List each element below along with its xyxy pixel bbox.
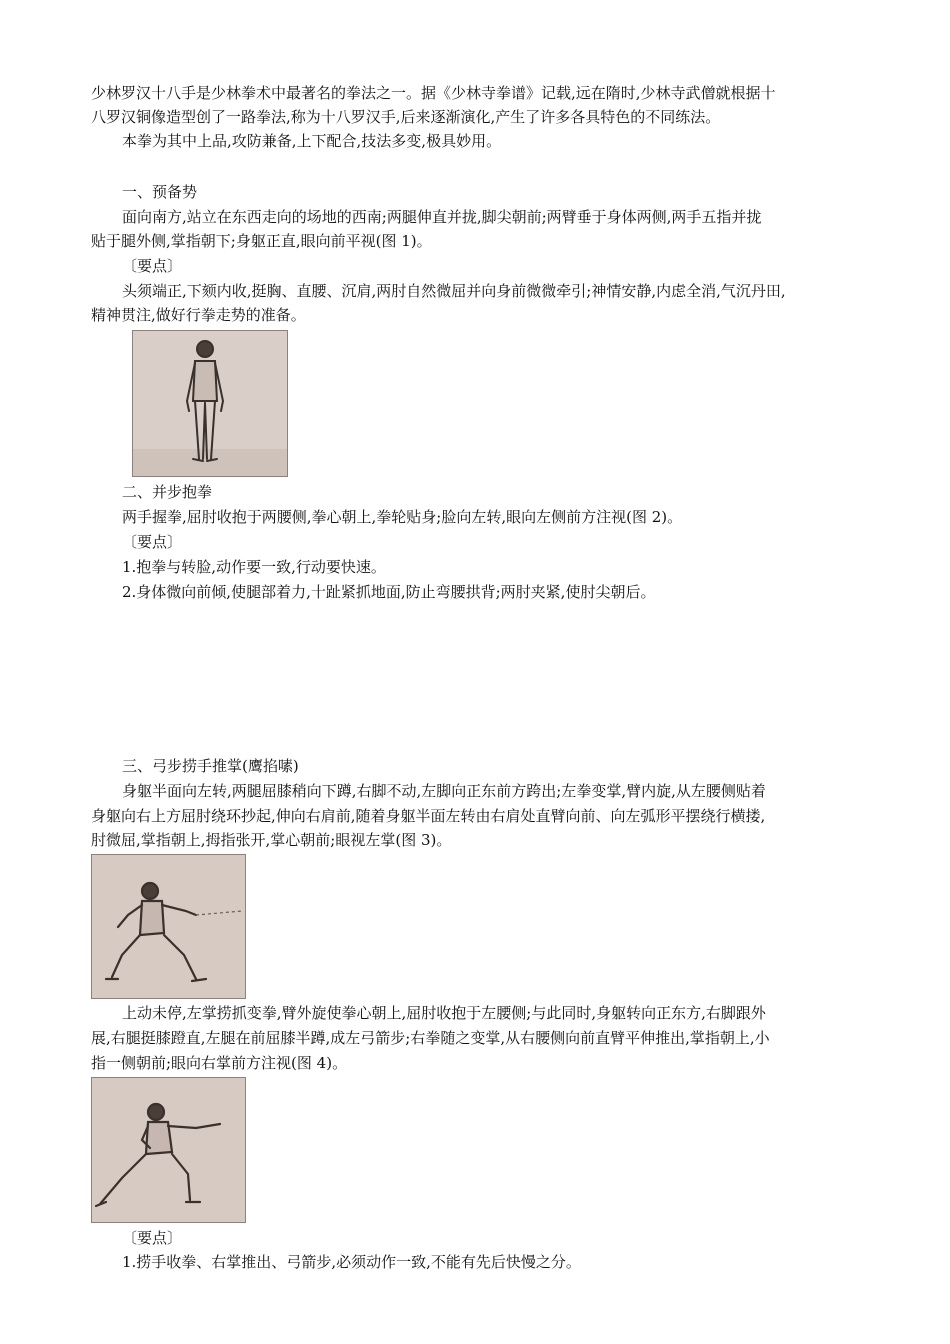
section-1-line-1: 面向南方,站立在东西走向的场地的西南;两腿伸直并拢,脚尖朝前;两臂垂于身体两侧,两手五指并拢: [122, 208, 762, 226]
intro-line-3: 本拳为其中上品,攻防兼备,上下配合,技法多变,极具妙用。: [122, 132, 502, 150]
section-3-key-line-1: 1.捞手收拳、右掌推出、弓箭步,必须动作一致,不能有先后快慢之分。: [122, 1253, 581, 1271]
section-3-line-2: 身躯向右上方屈肘绕环抄起,伸向右肩前,随着身躯半面左转由右肩处直臂向前、向左弧形平摆绕行横搂,: [91, 807, 766, 825]
section-2-key-line-1: 1.抱拳与转脸,动作要一致,行动要快速。: [122, 558, 386, 576]
section-1-title: 一、预备势: [122, 183, 198, 201]
bow-stance-sweep-icon: [92, 855, 245, 998]
section-1-key-line-2: 精神贯注,做好行拳走势的准备。: [91, 306, 306, 324]
figure-3-sweep-photo: [91, 854, 246, 999]
section-1-key-line-1: 头须端正,下颏内收,挺胸、直腰、沉肩,两肘自然微屈并向身前微微牵引;神情安静,内虑全消,气沉丹田,: [122, 282, 786, 300]
standing-figure-icon: [133, 331, 287, 476]
section-3-title: 三、弓步捞手推掌(鹰掐嗉): [122, 757, 299, 775]
section-3-key-heading: 〔要点〕: [122, 1229, 183, 1247]
figure-1-standing-photo: [132, 330, 288, 477]
section-3-para-2-line-1: 上动未停,左掌捞抓变拳,臂外旋使拳心朝上,屈肘收抱于左腰侧;与此同时,身躯转向正东方,右脚跟外: [122, 1004, 766, 1022]
figure-4-push-photo: [91, 1077, 246, 1223]
section-3-para-2-line-3: 指一侧朝前;眼向右掌前方注视(图 4)。: [91, 1054, 348, 1072]
bow-stance-push-icon: [92, 1078, 245, 1222]
section-3-para-2-line-2: 展,右腿挺膝蹬直,左腿在前屈膝半蹲,成左弓箭步;右拳随之变掌,从右腰侧向前直臂平伸推出,掌指朝上,小: [91, 1029, 770, 1047]
section-1-line-2: 贴于腿外侧,掌指朝下;身躯正直,眼向前平视(图 1)。: [91, 232, 432, 250]
intro-line-1: 少林罗汉十八手是少林拳术中最著名的拳法之一。据《少林寺拳谱》记载,远在隋时,少林寺武僧就根据十: [91, 84, 776, 102]
section-1-key-heading: 〔要点〕: [122, 257, 183, 275]
section-2-line-1: 两手握拳,屈肘收抱于两腰侧,拳心朝上,拳轮贴身;脸向左转,眼向左侧前方注视(图 2)。: [122, 508, 683, 526]
section-2-title: 二、并步抱拳: [122, 483, 213, 501]
section-2-key-line-2: 2.身体微向前倾,使腿部着力,十趾紧抓地面,防止弯腰拱背;两肘夹紧,使肘尖朝后。: [122, 583, 656, 601]
section-2-key-heading: 〔要点〕: [122, 533, 183, 551]
section-3-line-1: 身躯半面向左转,两腿屈膝稍向下蹲,右脚不动,左脚向正东前方跨出;左拳变掌,臂内旋,从左腰侧贴着: [122, 782, 766, 800]
section-3-line-3: 肘微屈,掌指朝上,拇指张开,掌心朝前;眼视左掌(图 3)。: [91, 831, 452, 849]
intro-line-2: 八罗汉铜像造型创了一路拳法,称为十八罗汉手,后来逐渐演化,产生了许多各具特色的不同练法。: [91, 108, 721, 126]
